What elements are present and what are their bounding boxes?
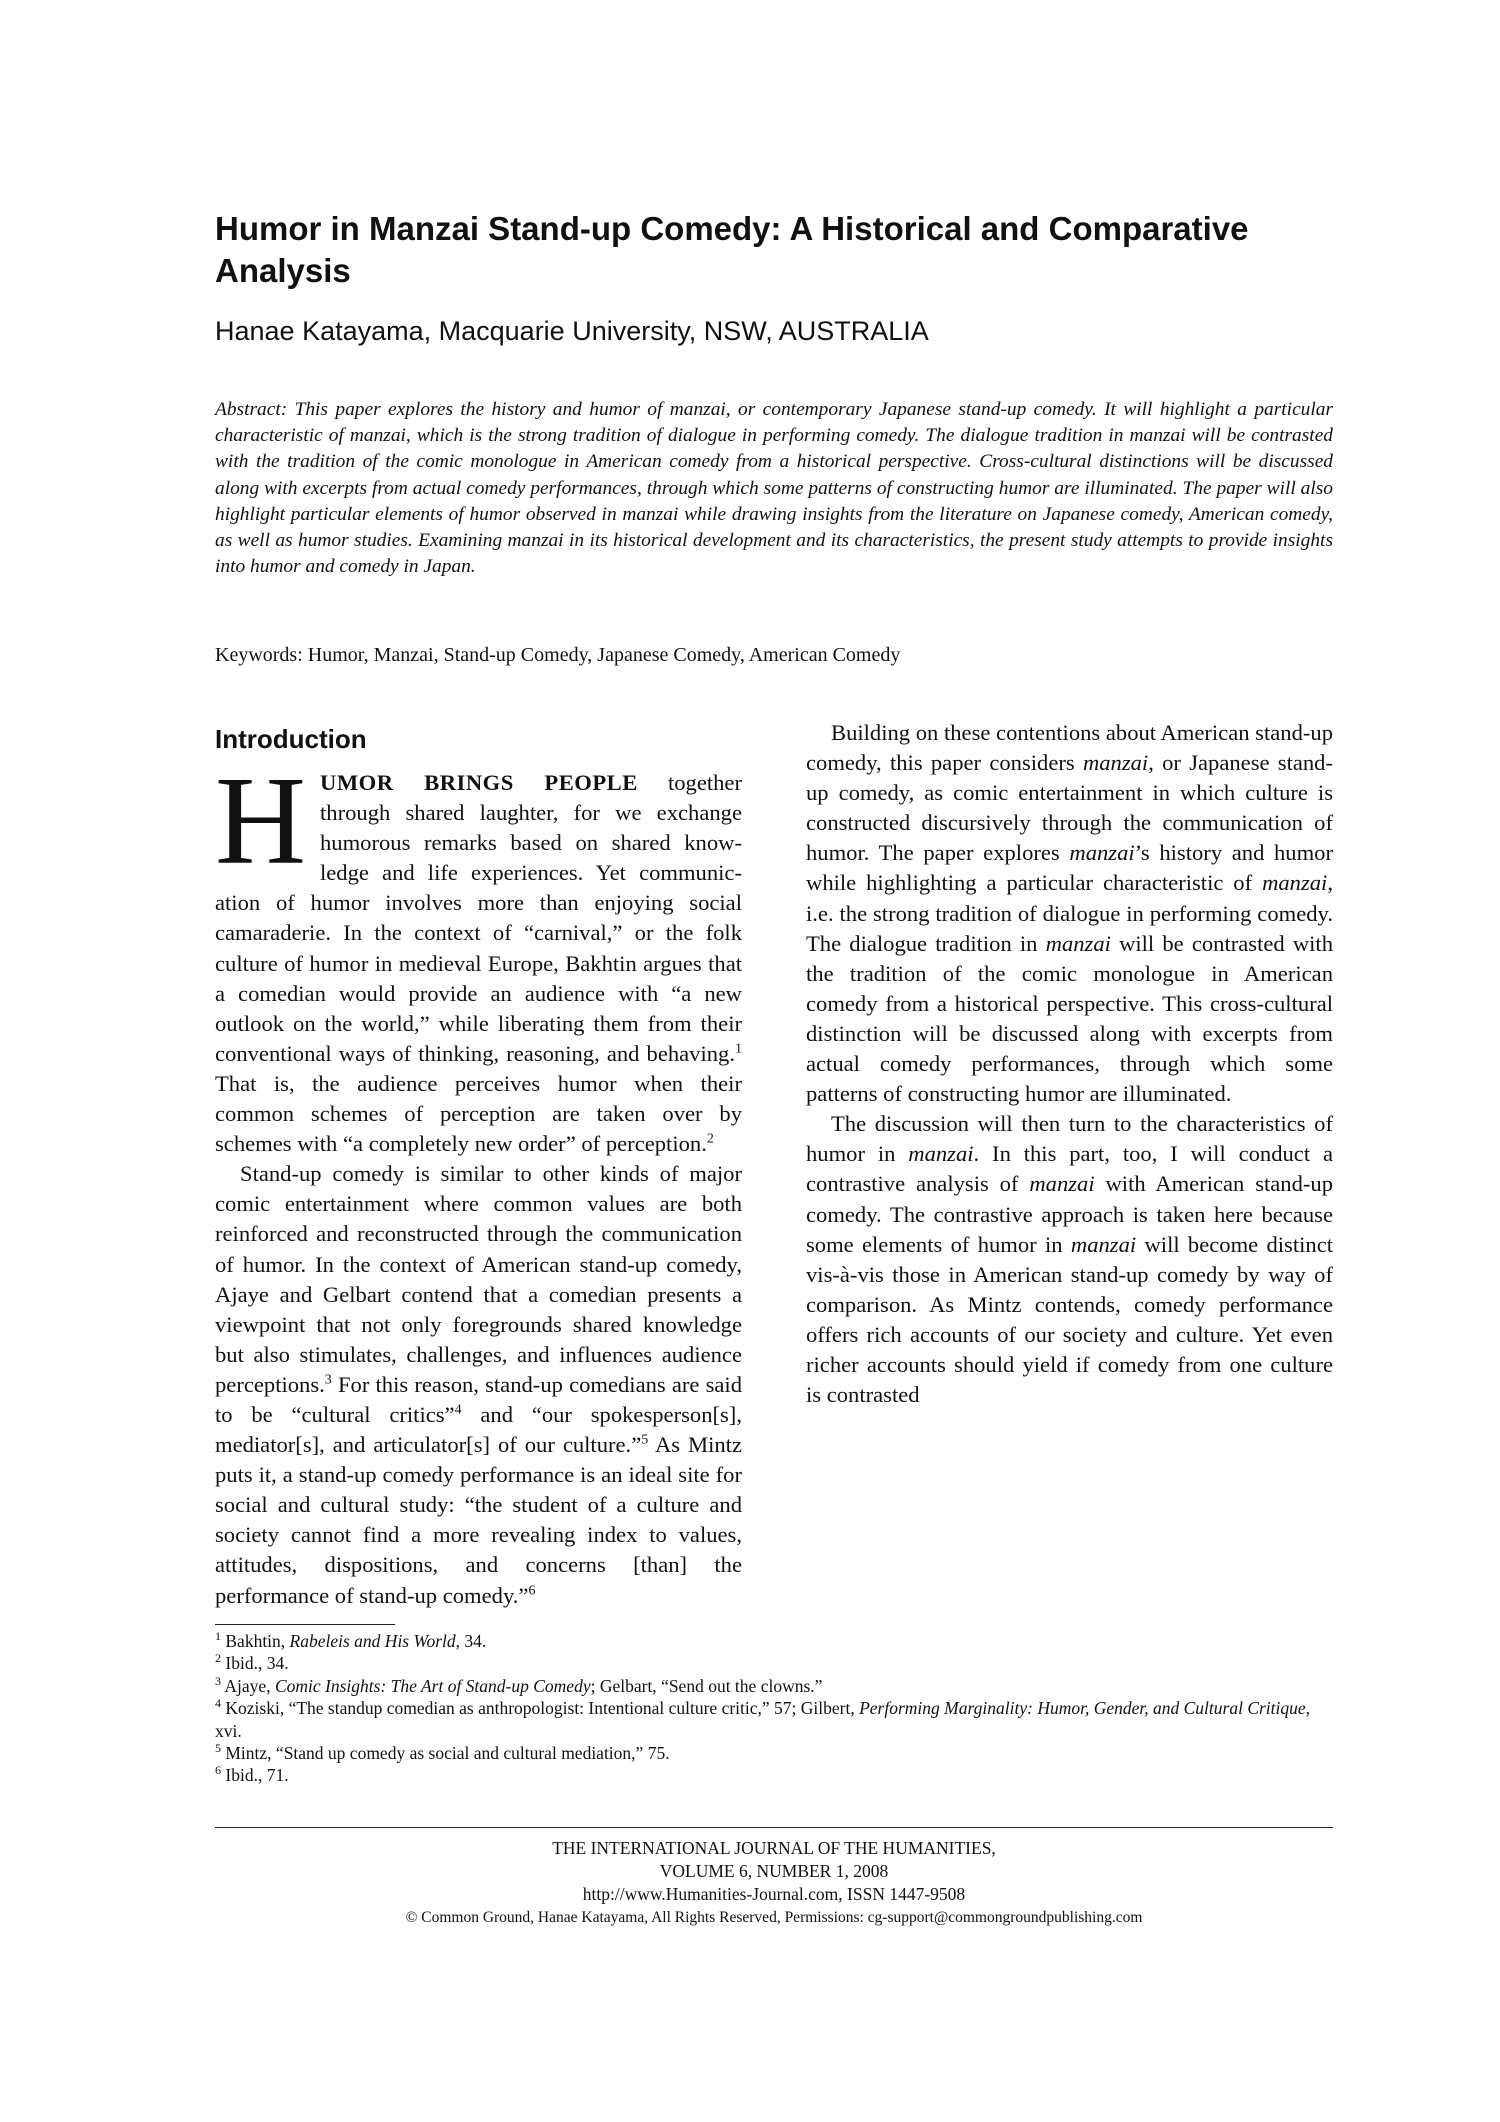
lead-in-caps: UMOR BRINGS PEOPLE (320, 770, 638, 795)
footnote: $^2$ Ibid., 34. (215, 1651, 289, 1674)
journal-name: THE INTERNATIONAL JOURNAL OF THE HUMANITIES, (552, 1838, 996, 1858)
footnotes (215, 1630, 1333, 1787)
footnote: $^3$ Ajaye, Comic Insights: The Art of Stand-up Comedy; Gelbart, “Send out the clowns.” (215, 1673, 823, 1696)
journal-volume: VOLUME 6, NUMBER 1, 2008 (659, 1861, 889, 1881)
drop-cap: H (215, 752, 306, 891)
abstract: Abstract: This paper explores the history and humor of manzai, or contemporary Japanese stand-up comedy. It will highlight a particular characteristic of manzai, which is the strong tradition of dialogue in performing comedy. The dialogue tradition in manzai will be contrasted with the tradition of the comic monologue in American comedy from a historical perspective. Cross-cultural distinctions will be discussed along with excerpts from actual comedy performances, through which some patterns of constructing humor are illuminated. The paper will also highlight particular elements of humor observed in manzai while drawing insights from the literature on Japanese comedy, American comedy, as well as humor studies. Examining manzai in its historical development and its characteristics, the present study attempts to provide insights into humor and comedy in Japan. (215, 399, 1333, 578)
intro-paragraph-4: The discussion will then turn to the characteristics of humor in manzai. In this part, too, I will conduct a contrastive analysis of manzai with American stand-up comedy. The contrastive approach is taken here because some elements of humor in manzai will become distinct vis-à-vis those in American stand-up comedy by way of comparison. As Mintz contends, comedy performance offers rich accounts of our society and culture. Yet even richer accounts should yield if comedy from one culture is contrasted (806, 1111, 1333, 1408)
footnote: $^1$ Bakhtin, Rabeleis and His World, 34. (215, 1629, 487, 1651)
left-column (215, 712, 742, 1611)
section-heading-introduction: Introduction (215, 724, 367, 754)
footnote-ref-6[interactable]: 6 (528, 1583, 536, 1598)
footnote-ref-2[interactable]: 2 (706, 1131, 714, 1147)
intro-paragraph-1: HUMOR BRINGS PEOPLE together through shared laughter, for we exchange humorous remarks based on shared knowledge and life experiences. Yet communication of humor involves more than enjoying social camaraderie. In the context of “carnival,” or the folk culture of humor in medieval Europe, Bakhtin argues that a comedian would provide an audience with “a new outlook on the world,” while liberating them from their conventional ways of thinking, reasoning, and behaving.$^1$ That is, the audience perceives humor when their common schemes of perception are taken over by schemes with “a completely new order” of perception.$^2$ (215, 752, 742, 1157)
journal-url[interactable]: http://www.Humanities-Journal.com, ISSN 1447-9508 (582, 1884, 966, 1904)
footnote-ref-5[interactable]: 5 (641, 1432, 649, 1448)
footnote-ref-3[interactable]: 3 (324, 1372, 332, 1388)
footnote: $^4$ Koziski, “The standup comedian as anthropologist: Intentional culture critic,” 57; Gilbert, Performing Marginality: Humor, Gender, and Cultural Critique, xvi. (215, 1696, 1311, 1741)
footnote-ref-4[interactable]: 4 (454, 1402, 462, 1418)
footnote: $^5$ Mintz, “Stand up comedy as social and cultural mediation,” 75. (215, 1741, 670, 1764)
author-affiliation: Hanae Katayama, Macquarie University, NSW, AUSTRALIA (215, 316, 929, 346)
intro-paragraph-2: Stand-up comedy is similar to other kinds of major comic entertainment where common values are both reinforced and reconstructed through the communication of humor. In the context of American stand-up comedy, Ajaye and Gelbart contend that a comedian presents a viewpoint that not only foregrounds shared knowledge but also stimulates, challenges, and influences audience perceptions.$^3$ For this reason, stand-up comedians are said to be “cultural critics”$^4$ and “our spokesperson[s], mediator[s], and articulator[s] of our culture.”$^5$ As Mintz puts it, a stand-up comedy performance is an ideal site for social and cultural study: “the student of a culture and society cannot find a more revealing index to values, attitudes, dispositions, and concerns [than] the performance of stand-up comedy.”$^6$ (215, 1161, 742, 1608)
copyright-notice: © Common Ground, Hanae Katayama, All Rights Reserved, Permissions: cg-support@commongroundpublishing.com (405, 1909, 1143, 1926)
paper-title: Humor in Manzai Stand-up Comedy: A Historical and Comparative Analysis (215, 210, 1249, 289)
footnote-ref-1[interactable]: 1 (735, 1041, 742, 1057)
intro-paragraph-3: Building on these contentions about American stand-up comedy, this paper considers manzai, or Japanese stand-up comedy, as comic entertainment in which culture is constructed discursively through the communication of humor. The paper explores manzai’s history and humor while highlighting a particular characteristic of manzai, i.e. the strong tradition of dialogue in performing comedy. The dialogue tradition in manzai will be contrasted with the tradition of the comic monologue in American comedy from a historical perspective. This cross-cultural distinction will be discussed along with excerpts from actual comedy performances, through which some patterns of constructing humor are illuminated. (806, 720, 1334, 1107)
footnote-separator (215, 1624, 395, 1625)
journal-footer (215, 1837, 1333, 1929)
footnote: $^6$ Ibid., 71. (215, 1763, 289, 1786)
footer-separator (215, 1827, 1333, 1828)
right-column (806, 718, 1333, 1410)
keywords: Keywords: Humor, Manzai, Stand-up Comedy, Japanese Comedy, American Comedy (215, 644, 901, 666)
